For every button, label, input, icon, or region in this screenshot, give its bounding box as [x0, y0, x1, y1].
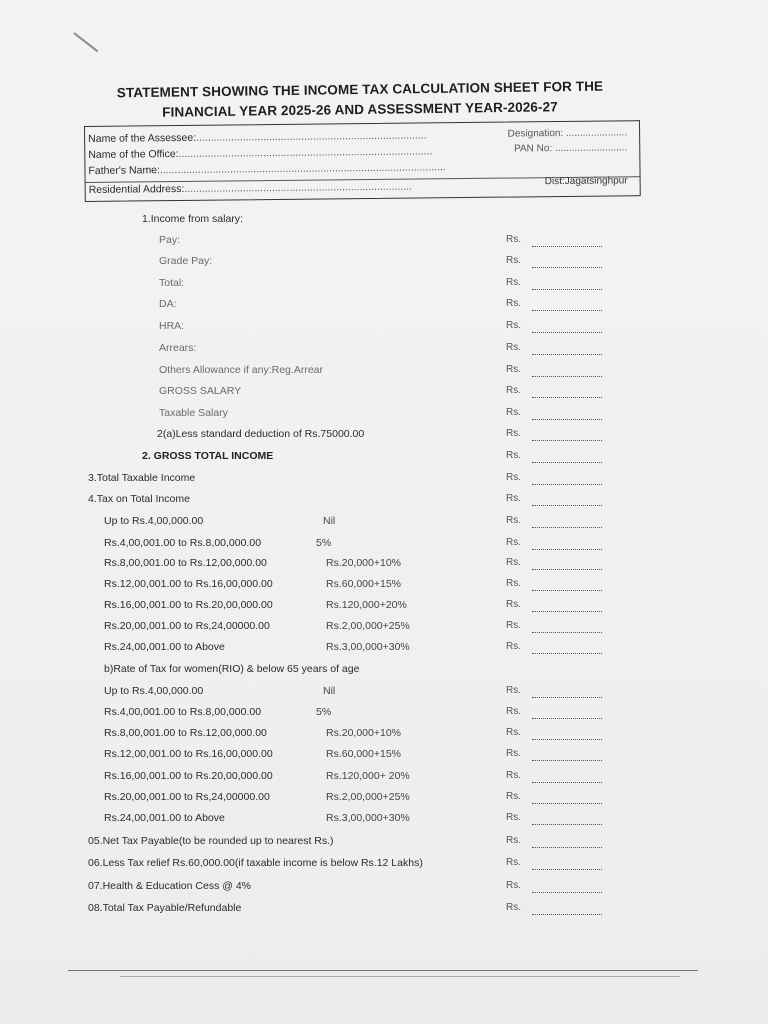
- rupee-label: Rs.: [506, 641, 521, 652]
- amount-blank: [532, 259, 602, 268]
- rupee-label: Rs.: [506, 880, 521, 891]
- row-label: 3.Total Taxable Income: [88, 472, 196, 484]
- row-label: Rs.24,00,001.00 to Above: [104, 812, 225, 824]
- amount-blank: [532, 861, 602, 870]
- table-row: [0, 685, 768, 701]
- rupee-label: Rs.: [506, 385, 521, 396]
- office-name-field: Name of the Office:.......................................................................................: [88, 145, 433, 161]
- amount-blank: [532, 603, 602, 612]
- rupee-label: Rs.: [506, 234, 521, 245]
- amount-blank: [532, 389, 602, 398]
- rupee-label: Rs.: [506, 685, 521, 696]
- district-label: Dist:Jagatsinghpur: [544, 175, 628, 188]
- amount-blank: [532, 302, 602, 311]
- rupee-label: Rs.: [506, 450, 521, 461]
- table-row: [0, 641, 768, 657]
- rupee-label: Rs.: [506, 320, 521, 331]
- row-label: Rs.12,00,001.00 to Rs.16,00,000.00: [104, 578, 273, 590]
- table-row: [0, 428, 768, 444]
- row-label: Pay:: [159, 234, 181, 246]
- table-row: [0, 255, 768, 271]
- table-row: [0, 537, 768, 553]
- row-label: Rs.12,00,001.00 to Rs.16,00,000.00: [104, 748, 273, 760]
- table-row: [0, 880, 768, 896]
- row-label: 4.Tax on Total Income: [88, 493, 190, 505]
- row-label: Up to Rs.4,00,000.00: [104, 515, 204, 527]
- row-label: 05.Net Tax Payable(to be rounded up to nearest Rs.): [88, 835, 334, 847]
- row-label: Rs.4,00,001.00 to Rs.8,00,000.00: [104, 537, 262, 549]
- row-label: Rs.16,00,001.00 to Rs.20,00,000.00: [104, 599, 273, 611]
- table-row: [0, 557, 768, 573]
- row-label: Arrears:: [159, 342, 197, 354]
- table-row: [0, 748, 768, 764]
- table-row: [0, 835, 768, 851]
- amount-blank: [532, 346, 602, 355]
- row-label: 07.Health & Education Cess @ 4%: [88, 880, 251, 892]
- table-row: [0, 320, 768, 336]
- table-row: [0, 213, 768, 229]
- row-label: Rs.8,00,001.00 to Rs.12,00,000.00: [104, 557, 267, 569]
- row-label: 06.Less Tax relief Rs.60,000.00(if taxable income is below Rs.12 Lakhs): [88, 857, 423, 869]
- amount-blank: [532, 281, 602, 290]
- residential-address-field: Residential Address:..............................................................................: [88, 180, 412, 196]
- assessee-name-field: Name of the Assessee:...............................................................................: [88, 129, 427, 145]
- table-row: [0, 902, 768, 918]
- amount-blank: [532, 710, 602, 719]
- amount-blank: [532, 906, 602, 915]
- table-row: [0, 812, 768, 828]
- row-label: Rs.4,00,001.00 to Rs.8,00,000.00: [104, 706, 262, 718]
- rupee-label: Rs.: [506, 472, 521, 483]
- rupee-label: Rs.: [506, 515, 521, 526]
- tax-rate: Rs.120,000+ 20%: [326, 770, 410, 782]
- amount-blank: [532, 795, 602, 804]
- amount-blank: [532, 752, 602, 761]
- table-row: [0, 450, 768, 466]
- table-row: [0, 493, 768, 509]
- table-row: [0, 599, 768, 615]
- rupee-label: Rs.: [506, 727, 521, 738]
- rupee-label: Rs.: [506, 537, 521, 548]
- row-label: 08.Total Tax Payable/Refundable: [88, 902, 242, 914]
- amount-blank: [532, 541, 602, 550]
- table-row: [0, 277, 768, 293]
- rupee-label: Rs.: [506, 599, 521, 610]
- row-label: 2. GROSS TOTAL INCOME: [142, 450, 274, 462]
- rupee-label: Rs.: [506, 578, 521, 589]
- tax-rate: Rs.60,000+15%: [326, 578, 402, 590]
- rupee-label: Rs.: [506, 428, 521, 439]
- table-row: [0, 472, 768, 488]
- amount-blank: [532, 624, 602, 633]
- tax-rate: Rs.3,00,000+30%: [326, 641, 410, 653]
- table-row: [0, 364, 768, 380]
- amount-blank: [532, 884, 602, 893]
- amount-blank: [532, 238, 602, 247]
- amount-blank: [532, 454, 602, 463]
- rupee-label: Rs.: [506, 857, 521, 868]
- rupee-label: Rs.: [506, 364, 521, 375]
- amount-blank: [532, 519, 602, 528]
- tax-rate: Nil: [323, 685, 336, 697]
- father-name-field: Father's Name:..................................................................................................: [88, 161, 446, 177]
- rupee-label: Rs.: [506, 557, 521, 568]
- rupee-label: Rs.: [506, 791, 521, 802]
- rupee-label: Rs.: [506, 902, 521, 913]
- pen-mark: [73, 32, 98, 52]
- tax-rate: Rs.20,000+10%: [326, 557, 402, 569]
- table-row: [0, 706, 768, 722]
- row-label: Rs.24,00,001.00 to Above: [104, 641, 225, 653]
- amount-blank: [532, 816, 602, 825]
- rupee-label: Rs.: [506, 277, 521, 288]
- table-row: [0, 578, 768, 594]
- amount-blank: [532, 645, 602, 654]
- rupee-label: Rs.: [506, 835, 521, 846]
- amount-blank: [532, 324, 602, 333]
- amount-blank: [532, 476, 602, 485]
- row-label: HRA:: [159, 320, 185, 332]
- rupee-label: Rs.: [506, 255, 521, 266]
- tax-rate: Rs.2,00,000+25%: [326, 791, 410, 803]
- tax-rate: 5%: [316, 706, 332, 718]
- document-title-line2: FINANCIAL YEAR 2025-26 AND ASSESSMENT YEAR-2026-27: [162, 99, 558, 120]
- document-title-line1: STATEMENT SHOWING THE INCOME TAX CALCULATION SHEET FOR THE: [116, 78, 604, 101]
- table-row: [0, 385, 768, 401]
- tax-rate: Rs.3,00,000+30%: [326, 812, 410, 824]
- amount-blank: [532, 689, 602, 698]
- tax-rate: Rs.20,000+10%: [326, 727, 402, 739]
- row-label: Up to Rs.4,00,000.00: [104, 685, 204, 697]
- rupee-label: Rs.: [506, 748, 521, 759]
- tax-rate: Rs.120,000+20%: [326, 599, 407, 611]
- table-row: [0, 515, 768, 531]
- row-label: Rs.16,00,001.00 to Rs.20,00,000.00: [104, 770, 273, 782]
- row-label: Rs.20,00,001.00 to Rs,24,00000.00: [104, 791, 270, 803]
- amount-blank: [532, 774, 602, 783]
- rupee-label: Rs.: [506, 342, 521, 353]
- row-label: Rs.8,00,001.00 to Rs.12,00,000.00: [104, 727, 267, 739]
- page-bottom-rule: [68, 970, 698, 971]
- table-row: [0, 857, 768, 873]
- amount-blank: [532, 497, 602, 506]
- page-bottom-rule-2: [120, 976, 680, 977]
- designation-field: Designation: ......................: [507, 127, 628, 140]
- pan-field: PAN No: ..........................: [514, 142, 628, 155]
- amount-blank: [532, 411, 602, 420]
- tax-rate: Nil: [323, 515, 336, 527]
- row-label: GROSS SALARY: [159, 385, 242, 397]
- amount-blank: [532, 731, 602, 740]
- table-row: [0, 298, 768, 314]
- table-row: [0, 791, 768, 807]
- rupee-label: Rs.: [506, 706, 521, 717]
- tax-rate: 5%: [316, 537, 332, 549]
- rupee-label: Rs.: [506, 620, 521, 631]
- table-row: [0, 234, 768, 250]
- table-row: [0, 342, 768, 358]
- assessee-details-box: [84, 120, 641, 202]
- table-row: [0, 620, 768, 636]
- row-label: 1.Income from salary:: [142, 213, 243, 225]
- amount-blank: [532, 432, 602, 441]
- table-row: [0, 727, 768, 743]
- amount-blank: [532, 368, 602, 377]
- row-label: Taxable Salary: [159, 407, 228, 419]
- row-label: Rs.20,00,001.00 to Rs,24,00000.00: [104, 620, 270, 632]
- rupee-label: Rs.: [506, 407, 521, 418]
- tax-rate: Rs.2,00,000+25%: [326, 620, 410, 632]
- table-row: [0, 770, 768, 786]
- row-label: Grade Pay:: [159, 255, 213, 267]
- rupee-label: Rs.: [506, 298, 521, 309]
- tax-rate: Rs.60,000+15%: [326, 748, 402, 760]
- amount-blank: [532, 582, 602, 591]
- row-label: Total:: [159, 277, 185, 289]
- rupee-label: Rs.: [506, 493, 521, 504]
- amount-blank: [532, 561, 602, 570]
- table-row: [0, 407, 768, 423]
- rupee-label: Rs.: [506, 812, 521, 823]
- amount-blank: [532, 839, 602, 848]
- row-label: b)Rate of Tax for women(RIO) & below 65 years of age: [104, 663, 360, 675]
- rupee-label: Rs.: [506, 770, 521, 781]
- row-label: Others Allowance if any:Reg.Arrear: [159, 364, 323, 376]
- row-label: 2(a)Less standard deduction of Rs.75000.00: [157, 428, 365, 440]
- row-label: DA:: [159, 298, 177, 310]
- table-row: [0, 663, 768, 679]
